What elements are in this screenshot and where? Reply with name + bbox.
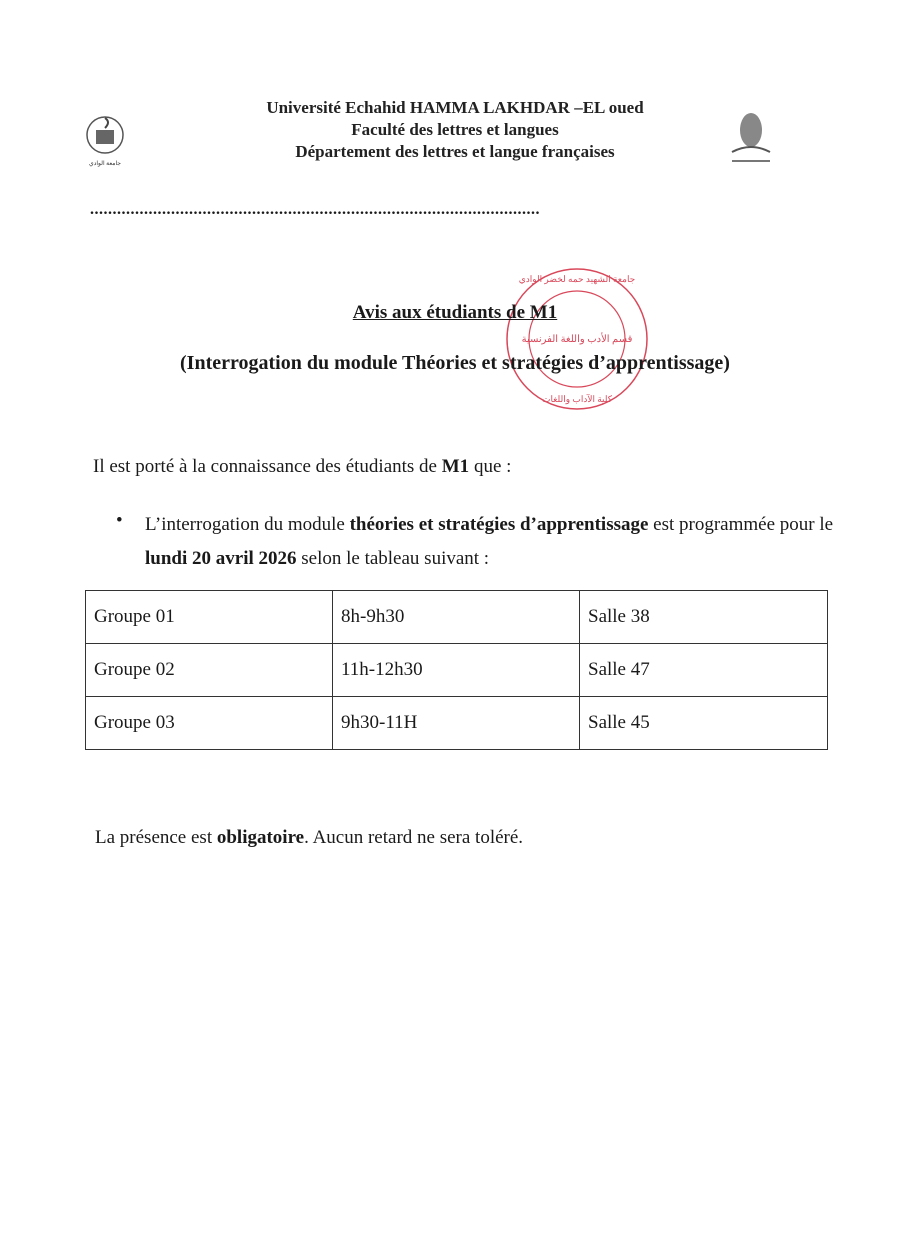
left-logo-text: جامعة الوادي (89, 161, 121, 167)
notice-title: Avis aux étudiants de M1 (352, 302, 558, 323)
dotted-separator: .................................................................................................... (90, 204, 540, 216)
bullet-item: L’interrogation du module théories et stratégies d’apprentissage est programmée pour le lundi 20 avril 2026 selon le tableau suivant : (145, 514, 834, 569)
official-stamp (505, 262, 650, 417)
table-row: Groupe 03 9h30-11H Salle 45 (86, 697, 828, 750)
faculty-name: Faculté des lettres et langues (351, 120, 559, 139)
schedule-table (85, 590, 828, 750)
svg-text:قسم الأدب واللغة الفرنسية: قسم الأدب واللغة الفرنسية (521, 334, 633, 345)
bullet-icon: • (116, 510, 123, 531)
university-name: Université Echahid HAMMA LAKHDAR –EL oued (266, 98, 644, 117)
table-row: Groupe 02 11h-12h30 Salle 47 (86, 644, 828, 697)
notice-subtitle: (Interrogation du module Théories et stratégies d’apprentissage) (180, 352, 730, 374)
intro-paragraph: Il est porté à la connaissance des étudiants de M1 que : (93, 456, 512, 477)
table-row: Groupe 01 8h-9h30 Salle 38 (86, 591, 828, 644)
closing-paragraph: La présence est obligatoire. Aucun retard ne sera toléré. (95, 827, 524, 848)
department-name: Département des lettres et langue françaises (295, 142, 615, 161)
svg-text:كلية الآداب واللغات: كلية الآداب واللغات (541, 394, 613, 404)
svg-text:جامعة الشهيد حمه لخضر الوادي: جامعة الشهيد حمه لخضر الوادي (518, 274, 636, 284)
